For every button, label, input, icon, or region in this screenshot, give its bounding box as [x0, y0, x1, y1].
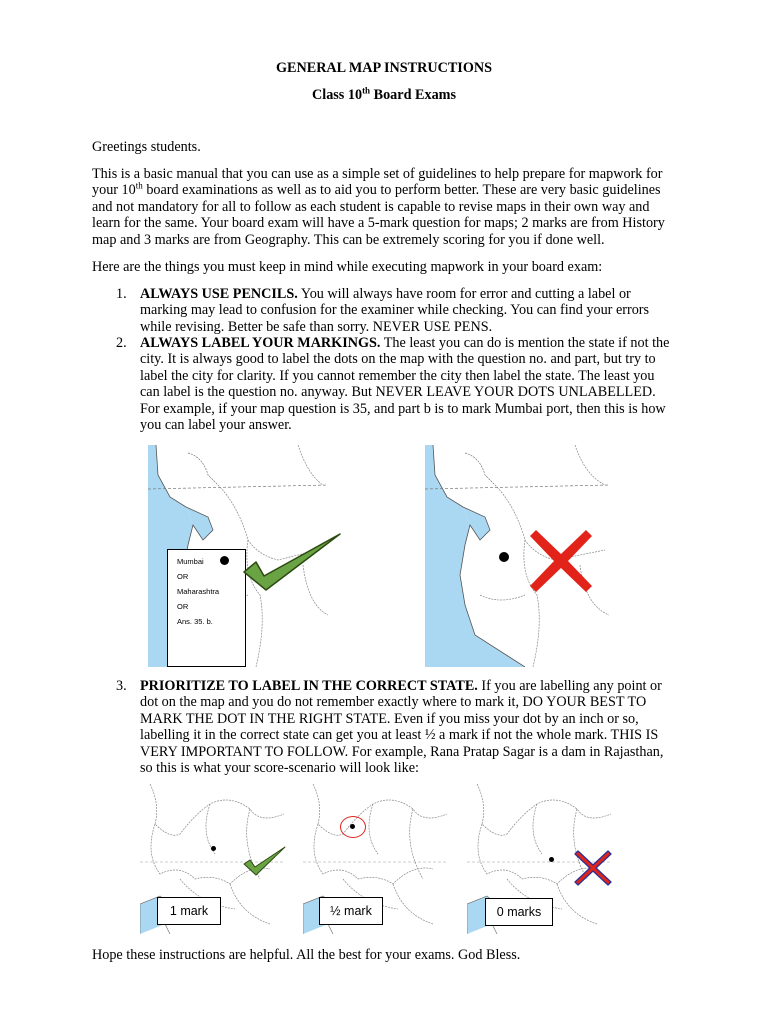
greeting: Greetings students.: [92, 139, 201, 155]
list-item-heading: ALWAYS USE PENCILS.: [140, 286, 298, 302]
page-title: GENERAL MAP INSTRUCTIONS: [275, 60, 492, 76]
map-dot: [211, 846, 216, 851]
list-item: ALWAYS USE PENCILS. You will always have room for error and cutting a label or marking may lead to confusion for the examiner while checking. You can find your errors while revising. Better be safe than sorry. NEVER USE PENS.: [140, 286, 650, 335]
check-icon: [242, 532, 344, 594]
list-item: ALWAYS LABEL YOUR MARKINGS. The least you can do is mention the state if not the city. It is always good to label the dots on the map with the question no. and part, but try to label the city for clarity. If you cannot remember the city then label the state. The least you can label is the question no. anyway. But NEVER LEAVE YOUR DOTS UNLABELLED. For example, if your map question is 35, and part b is to mark Mumbai port, then this is how you can label your answer.: [140, 335, 670, 434]
intro-line: map and 3 marks are from Geography. This can be extremely scoring for you if done well.: [92, 231, 605, 248]
lead-in: Here are the things you must keep in mind while executing mapwork in your board exam:: [92, 259, 603, 275]
score-label: ½ mark: [319, 897, 383, 925]
list-number: 3.: [116, 678, 127, 694]
label-box-line: Ans. 35. b.: [177, 617, 213, 626]
list-item-heading: PRIORITIZE TO LABEL IN THE CORRECT STATE.: [140, 678, 478, 694]
map-dot: [350, 824, 355, 829]
list-item-heading: ALWAYS LABEL YOUR MARKINGS.: [140, 335, 381, 351]
list-number: 2.: [116, 335, 127, 351]
check-icon: [243, 846, 287, 876]
intro-line: learn for the same. Your board exam will have a 5-mark question for maps; 2 marks are from History: [92, 215, 665, 232]
page-subtitle: Class 10th Board Exams: [312, 85, 456, 103]
label-box-line: OR: [177, 572, 189, 581]
label-box-line: Mumbai: [177, 557, 204, 566]
intro-paragraph: [92, 166, 672, 248]
label-box-line: OR: [177, 602, 189, 611]
intro-line: and not mandatory for all to follow as each student is capable to revise maps in their own way and: [92, 198, 650, 215]
intro-line: your 10th board examinations as well as to aid you to perform better. These are very basic guidelines: [92, 180, 661, 199]
score-label: 0 marks: [485, 898, 553, 926]
cross-icon: [528, 528, 594, 594]
label-box: [167, 549, 246, 667]
list-item: PRIORITIZE TO LABEL IN THE CORRECT STATE. If you are labelling any point or dot on the map and you do not remember exactly where to mark it, DO YOUR BEST TO MARK THE DOT IN THE RIGHT STATE. Even if you miss your dot by an inch or so, labelling it in the correct state can get you at least ½ a mark if not the whole mark. THIS IS VERY IMPORTANT TO FOLLOW. For example, Rana Pratap Sagar is a dam in Rajasthan, so this is what your score-scenario will look like:: [140, 678, 664, 777]
closing-line: Hope these instructions are helpful. All the best for your exams. God Bless.: [92, 947, 521, 963]
cross-icon: [574, 850, 612, 886]
intro-line: This is a basic manual that you can use as a simple set of guidelines to help prepare for mapwork for: [92, 166, 663, 182]
list-number: 1.: [116, 286, 127, 302]
map-dot: [499, 552, 509, 562]
score-label: 1 mark: [157, 897, 221, 925]
map-dot: [549, 857, 554, 862]
map-dot: [220, 556, 229, 565]
label-box-line: Maharashtra: [177, 587, 220, 596]
